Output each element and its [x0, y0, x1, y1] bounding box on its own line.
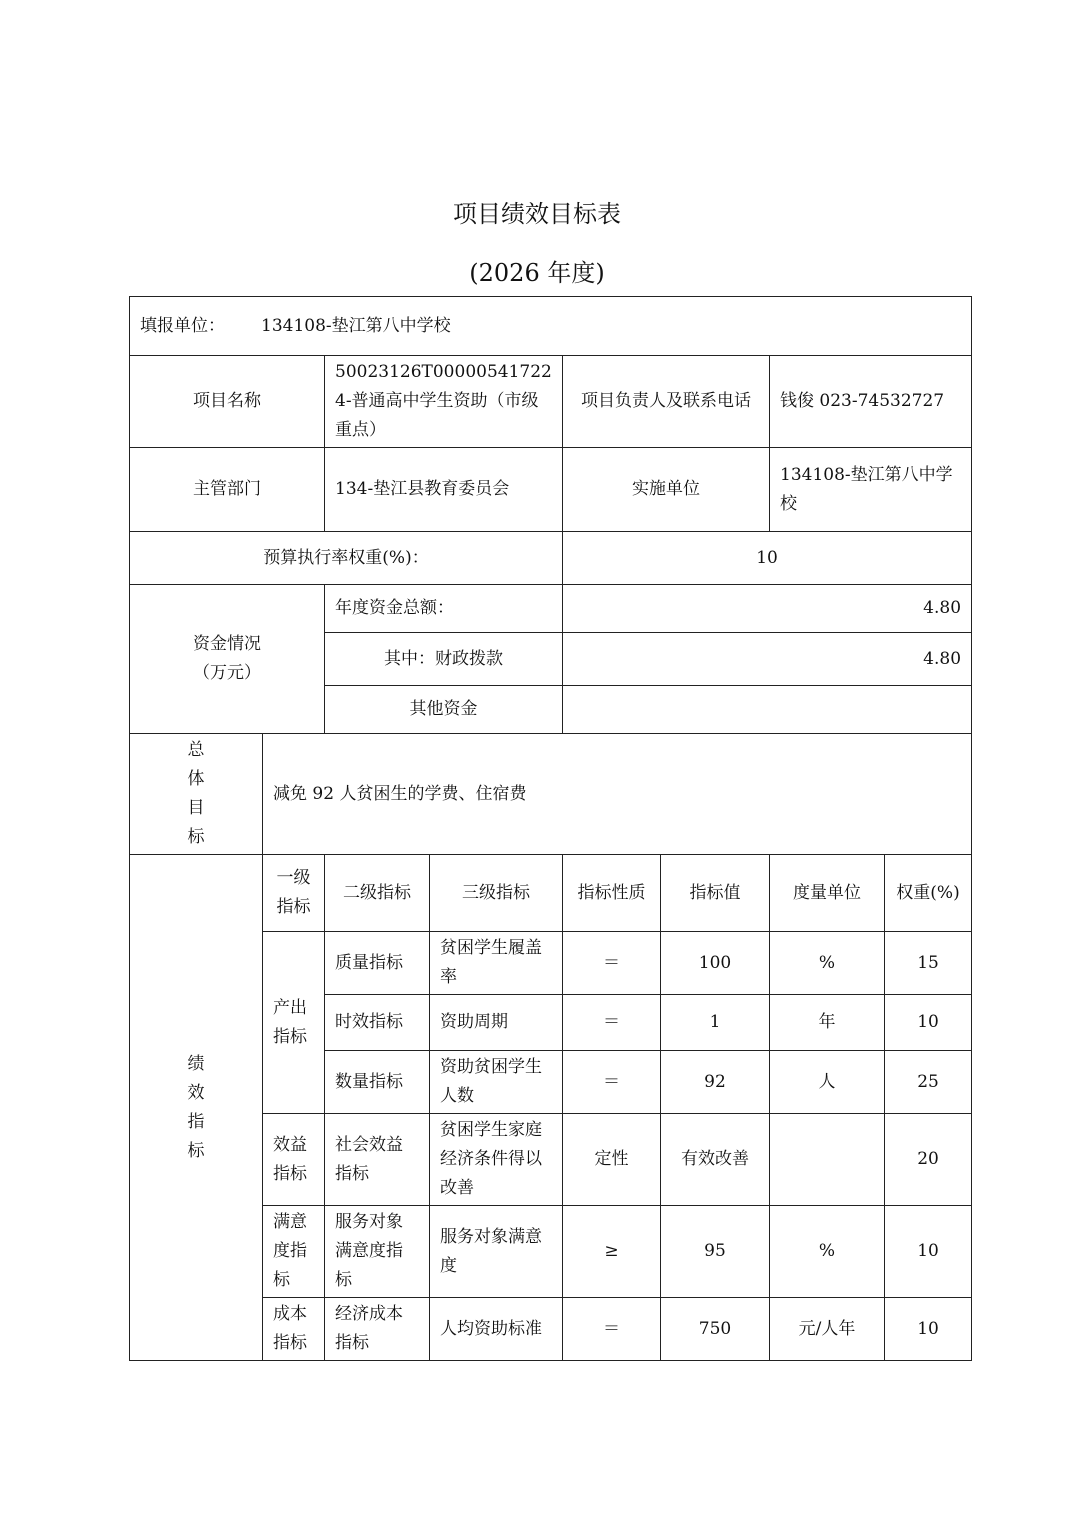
unit-cell: 年: [770, 995, 885, 1051]
overall-goal-label: 总 体 目 标: [130, 734, 263, 855]
weight-cell: 10: [885, 1298, 972, 1361]
level3-cell: 服务对象满意度: [430, 1206, 563, 1298]
nature-cell: ≥: [563, 1206, 661, 1298]
value-cell: 750: [661, 1298, 770, 1361]
value-cell: 95: [661, 1206, 770, 1298]
funds-total-value: 4.80: [563, 585, 972, 633]
project-name-value: 50023126T000005417224-普通高中学生资助（市级重点）: [325, 356, 563, 448]
level1-satisfaction: 满意度指标: [263, 1206, 325, 1298]
unit-cell: %: [770, 1206, 885, 1298]
level1-cost: 成本指标: [263, 1298, 325, 1361]
dept-value: 134-垫江县教育委员会: [325, 448, 563, 532]
project-name-row: [130, 356, 972, 448]
unit-cell: %: [770, 932, 885, 995]
reporting-unit-cell: [130, 297, 972, 356]
value-cell: 有效改善: [661, 1114, 770, 1206]
weight-cell: 20: [885, 1114, 972, 1206]
overall-goal-value: 减免 92 人贫困生的学费、住宿费: [263, 734, 972, 855]
unit-cell: 人: [770, 1051, 885, 1114]
header-level3: 三级指标: [430, 855, 563, 932]
funds-total-row: [130, 585, 972, 633]
level2-cell: 数量指标: [325, 1051, 430, 1114]
header-unit: 度量单位: [770, 855, 885, 932]
level2-cell: 服务对象满意度指标: [325, 1206, 430, 1298]
level3-cell: 贫困学生家庭经济条件得以改善: [430, 1114, 563, 1206]
weight-cell: 10: [885, 1206, 972, 1298]
weight-cell: 10: [885, 995, 972, 1051]
header-value: 指标值: [661, 855, 770, 932]
funds-other-label: 其他资金: [325, 686, 563, 734]
project-name-label: 项目名称: [130, 356, 325, 448]
page-subtitle: (2026 年度): [469, 259, 605, 287]
dept-label: 主管部门: [130, 448, 325, 532]
project-contact-label: 项目负责人及联系电话: [563, 356, 770, 448]
header-nature: 指标性质: [563, 855, 661, 932]
page-title: 项目绩效目标表: [453, 200, 621, 228]
level2-cell: 质量指标: [325, 932, 430, 995]
value-cell: 100: [661, 932, 770, 995]
header-level2: 二级指标: [325, 855, 430, 932]
funds-label: [130, 585, 325, 734]
level3-cell: 贫困学生履盖率: [430, 932, 563, 995]
weight-cell: 15: [885, 932, 972, 995]
level1-output: 产出指标: [263, 932, 325, 1114]
level3-cell: 人均资助标准: [430, 1298, 563, 1361]
funds-total-label: 年度资金总额：: [325, 585, 563, 633]
nature-cell: ＝: [563, 932, 661, 995]
nature-cell: ＝: [563, 1051, 661, 1114]
header-level1: 一级指标: [263, 855, 325, 932]
level1-benefit: 效益指标: [263, 1114, 325, 1206]
funds-label-line2: （万元）: [193, 663, 261, 683]
indicator-header-row: [130, 855, 972, 932]
project-contact-value: 钱俊 023-74532727: [770, 356, 972, 448]
nature-cell: 定性: [563, 1114, 661, 1206]
budget-weight-row: [130, 532, 972, 585]
budget-weight-label: 预算执行率权重(%)：: [130, 532, 563, 585]
funds-fiscal-label: 其中：财政拨款: [325, 633, 563, 686]
weight-cell: 25: [885, 1051, 972, 1114]
nature-cell: ＝: [563, 1298, 661, 1361]
level3-cell: 资助周期: [430, 995, 563, 1051]
value-cell: 1: [661, 995, 770, 1051]
budget-weight-value: 10: [563, 532, 972, 585]
reporting-unit-label: 填报单位：: [140, 315, 225, 336]
header-weight: 权重(%): [885, 855, 972, 932]
level2-cell: 经济成本指标: [325, 1298, 430, 1361]
level2-cell: 社会效益指标: [325, 1114, 430, 1206]
value-cell: 92: [661, 1051, 770, 1114]
nature-cell: ＝: [563, 995, 661, 1051]
unit-cell: 元/人年: [770, 1298, 885, 1361]
overall-goal-row: [130, 734, 972, 855]
indicators-label: 绩 效 指 标: [130, 855, 263, 1361]
impl-unit-value: 134108-垫江第八中学校: [770, 448, 972, 532]
funds-fiscal-value: 4.80: [563, 633, 972, 686]
department-row: [130, 448, 972, 532]
reporting-unit-value: 134108-垫江第八中学校: [261, 315, 451, 336]
level3-cell: 资助贫困学生人数: [430, 1051, 563, 1114]
level2-cell: 时效指标: [325, 995, 430, 1051]
performance-target-table: [129, 296, 972, 1361]
impl-unit-label: 实施单位: [563, 448, 770, 532]
reporting-unit-row: [130, 297, 972, 356]
funds-other-value: [563, 686, 972, 734]
funds-label-line1: 资金情况: [193, 634, 261, 654]
unit-cell: [770, 1114, 885, 1206]
